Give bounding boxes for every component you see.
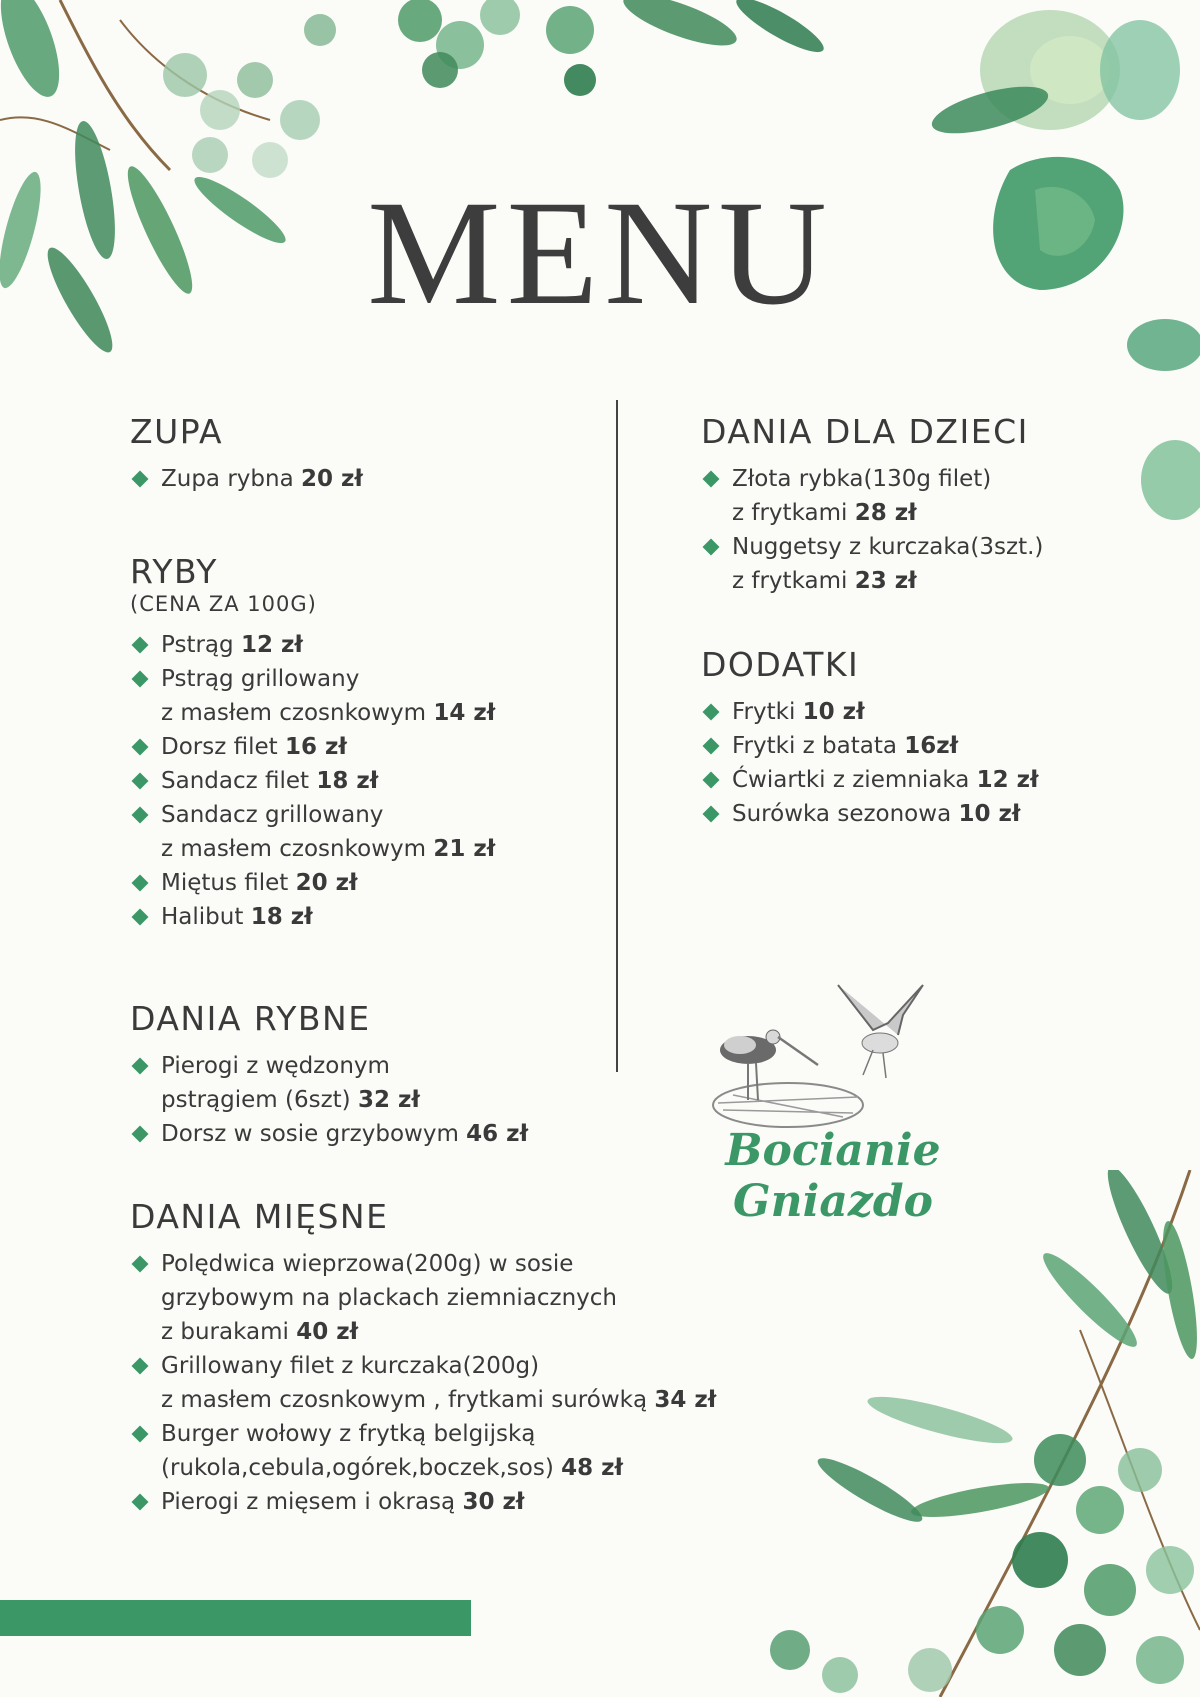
menu-item <box>130 1049 528 1117</box>
menu-item-price: 10 zł <box>802 699 865 725</box>
section-heading: DODATKI <box>701 645 860 684</box>
menu-item <box>130 462 363 496</box>
menu-item-last-line <box>161 764 495 798</box>
item-list <box>701 462 1043 598</box>
menu-item-name: z masłem czosnkowym <box>161 700 427 726</box>
menu-item-price: 10 zł <box>958 801 1021 827</box>
menu-item-last-line <box>161 1315 716 1349</box>
diamond-bullet-icon <box>703 806 720 823</box>
footer-accent-bar <box>0 1600 471 1636</box>
menu-item <box>130 1417 716 1485</box>
menu-item-last-line <box>161 1451 716 1485</box>
menu-item-price: 20 zł <box>301 466 363 492</box>
diamond-bullet-icon <box>703 471 720 488</box>
section-zupa <box>130 412 363 496</box>
diamond-bullet-icon <box>703 539 720 556</box>
menu-item-last-line <box>161 696 495 730</box>
menu-item-name: Dorsz w sosie grzybowym <box>161 1121 459 1147</box>
restaurant-logo <box>648 975 1018 1227</box>
menu-item-price: 12 zł <box>976 767 1039 793</box>
menu-item-price: 14 zł <box>433 700 496 726</box>
menu-item-last-line <box>161 628 495 662</box>
menu-item-last-line <box>161 832 495 866</box>
menu-item-name: pstrągiem (6szt) <box>161 1087 351 1113</box>
item-list <box>130 1049 528 1151</box>
menu-item-price: 23 zł <box>854 568 917 594</box>
menu-item-last-line <box>732 763 1039 797</box>
menu-title: MENU <box>367 170 833 336</box>
menu-item-last-line <box>161 1083 528 1117</box>
diamond-bullet-icon <box>132 637 149 654</box>
menu-item-price: 46 zł <box>466 1121 529 1147</box>
menu-item-name: z burakami <box>161 1319 289 1345</box>
menu-item-last-line <box>161 730 495 764</box>
item-list <box>130 462 363 496</box>
menu-item-price: 21 zł <box>433 836 496 862</box>
menu-item-name: Pierogi z wędzonym <box>161 1053 390 1079</box>
section-dania-miesne <box>130 1197 716 1519</box>
diamond-bullet-icon <box>132 1426 149 1443</box>
menu-item-name: (rukola,cebula,ogórek,boczek,sos) <box>161 1455 554 1481</box>
menu-item-price: 12 zł <box>240 632 303 658</box>
menu-item-price: 16zł <box>904 733 959 759</box>
diamond-bullet-icon <box>132 1126 149 1143</box>
eucalyptus-bottom-right-decoration <box>760 1170 1200 1697</box>
menu-item-price: 30 zł <box>462 1489 525 1515</box>
menu-item-price: 18 zł <box>250 904 313 930</box>
column-divider <box>616 400 618 1072</box>
diamond-bullet-icon <box>132 875 149 892</box>
menu-item <box>130 662 495 730</box>
menu-item-name: z frytkami <box>732 568 848 594</box>
diamond-bullet-icon <box>132 773 149 790</box>
section-heading: DANIA DLA DZIECI <box>701 412 1029 451</box>
menu-item-name: Nuggetsy z kurczaka(3szt.) <box>732 534 1044 560</box>
menu-item-last-line <box>161 462 363 496</box>
menu-item-name: Złota rybka(130g filet) <box>732 466 992 492</box>
menu-item <box>130 1349 716 1417</box>
menu-item-last-line <box>732 695 1039 729</box>
menu-item-price: 34 zł <box>654 1387 717 1413</box>
diamond-bullet-icon <box>132 807 149 824</box>
eucalyptus-top-center-decoration <box>380 0 840 110</box>
menu-item-name: Halibut <box>161 904 244 930</box>
section-ryby <box>130 552 495 934</box>
item-list <box>130 628 495 934</box>
menu-item <box>130 1485 716 1519</box>
menu-item <box>130 628 495 662</box>
menu-item-last-line <box>161 1117 528 1151</box>
stork-nest-icon <box>648 975 1018 1135</box>
menu-item-price: 18 zł <box>316 768 379 794</box>
menu-item <box>130 798 495 866</box>
menu-item <box>701 763 1039 797</box>
menu-item-last-line <box>732 729 1039 763</box>
menu-item <box>130 764 495 798</box>
diamond-bullet-icon <box>132 471 149 488</box>
diamond-bullet-icon <box>132 739 149 756</box>
menu-item-name: z masłem czosnkowym <box>161 836 427 862</box>
menu-item-last-line <box>161 1383 716 1417</box>
menu-item-name: Sandacz grillowany <box>161 802 384 828</box>
menu-item-name: Zupa rybna <box>161 466 294 492</box>
section-heading: DANIA MIĘSNE <box>130 1197 389 1236</box>
menu-item-name: Sandacz filet <box>161 768 310 794</box>
menu-item-price: 40 zł <box>296 1319 359 1345</box>
menu-item <box>701 462 1043 530</box>
menu-item <box>701 695 1039 729</box>
section-heading: RYBY <box>130 552 218 591</box>
menu-item-last-line <box>732 797 1039 831</box>
item-list <box>130 1247 716 1519</box>
menu-item-name: grzybowym na plackach ziemniacznych <box>161 1285 618 1311</box>
diamond-bullet-icon <box>132 1058 149 1075</box>
diamond-bullet-icon <box>132 1358 149 1375</box>
menu-item-price: 28 zł <box>854 500 917 526</box>
menu-item-name: Polędwica wieprzowa(200g) w sosie <box>161 1251 574 1277</box>
menu-item <box>130 1247 716 1349</box>
diamond-bullet-icon <box>132 671 149 688</box>
diamond-bullet-icon <box>132 1494 149 1511</box>
section-subheading: (CENA ZA 100G) <box>130 592 317 616</box>
menu-item-name: z frytkami <box>732 500 848 526</box>
section-dania-rybne <box>130 999 528 1151</box>
section-heading: ZUPA <box>130 412 224 451</box>
section-dania-dla-dzieci <box>701 412 1043 598</box>
menu-item-name: Frytki <box>732 699 796 725</box>
menu-item-name: Pierogi z mięsem i okrasą <box>161 1489 456 1515</box>
menu-item-name: Miętus filet <box>161 870 289 896</box>
menu-item-name: Burger wołowy z frytką belgijską <box>161 1421 536 1447</box>
menu-item-name: Ćwiartki z ziemniaka <box>732 767 970 793</box>
diamond-bullet-icon <box>703 772 720 789</box>
menu-item-name: Grillowany filet z kurczaka(200g) <box>161 1353 540 1379</box>
section-dodatki <box>701 645 1039 831</box>
menu-item <box>130 730 495 764</box>
logo-text: Bocianie Gniazdo <box>725 1125 941 1227</box>
menu-item <box>130 900 495 934</box>
menu-item-last-line <box>732 496 1043 530</box>
menu-item <box>701 530 1043 598</box>
menu-item-name: Dorsz filet <box>161 734 278 760</box>
menu-item-price: 32 zł <box>357 1087 420 1113</box>
menu-item <box>130 1117 528 1151</box>
menu-item <box>701 797 1039 831</box>
menu-item-name: Frytki z batata <box>732 733 897 759</box>
menu-item-last-line <box>161 900 495 934</box>
diamond-bullet-icon <box>703 704 720 721</box>
menu-item-name: z masłem czosnkowym , frytkami surówką <box>161 1387 648 1413</box>
diamond-bullet-icon <box>132 1256 149 1273</box>
menu-item-name: Pstrąg grillowany <box>161 666 360 692</box>
menu-item-price: 16 zł <box>284 734 347 760</box>
menu-item-last-line <box>732 564 1043 598</box>
menu-item-price: 48 zł <box>561 1455 624 1481</box>
diamond-bullet-icon <box>132 909 149 926</box>
diamond-bullet-icon <box>703 738 720 755</box>
menu-item-name: Surówka sezonowa <box>732 801 952 827</box>
item-list <box>701 695 1039 831</box>
section-heading: DANIA RYBNE <box>130 999 371 1038</box>
menu-item <box>130 866 495 900</box>
menu-item-last-line <box>161 1485 716 1519</box>
menu-item-name: Pstrąg <box>161 632 234 658</box>
menu-item-price: 20 zł <box>295 870 358 896</box>
menu-item-last-line <box>161 866 495 900</box>
menu-item <box>701 729 1039 763</box>
